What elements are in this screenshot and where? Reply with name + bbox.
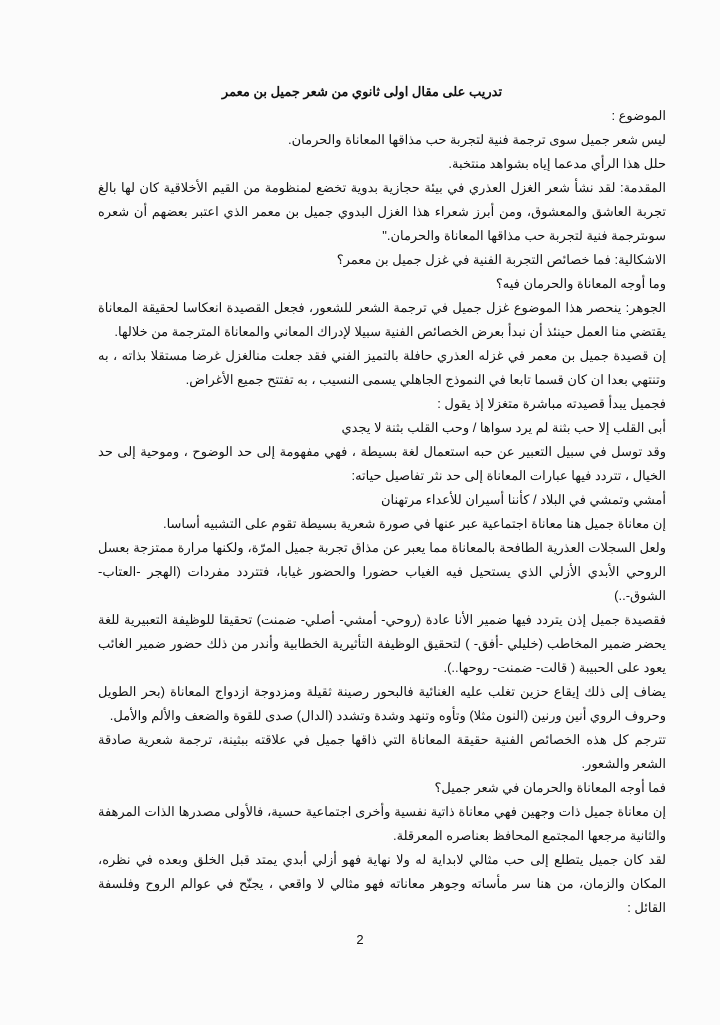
text-line: ليس شعر جميل سوى ترجمة فنية لتجربة حب مذاقها المعاناة والحرمان. <box>288 132 666 147</box>
text-line: إن معاناة جميل ذات وجهين فهي معاناة ذاتية نفسية وأخرى اجتماعية حسية، فالأولى مصدرها الذات المرهفة <box>98 804 666 819</box>
text-line: الجوهر: ينحصر هذا الموضوع غزل جميل في ترجمة الشعر للشعور، فجعل القصيدة انعكاسا لحقيقة المعاناة <box>98 300 666 315</box>
text-line: فجميل يبدأ قصيدته مباشرة متغزلا إذ يقول : <box>437 396 666 411</box>
text-line: يضاف إلى ذلك إيقاع حزين تغلب عليه الغنائية فالبحور رصينة ثقيلة ومزدوجة ازدواج المعاناة (بحر الطويل <box>98 684 666 699</box>
text-line: يعود على الحبيبة ( قالت- ضمنت- روحها..). <box>443 660 666 675</box>
text-line: تترجم كل هذه الخصائص الفنية حقيقة المعاناة التي ذاقها جميل في علاقته ببثينة، ترجمة شعرية صادقة <box>98 732 666 747</box>
text-line: سوىترجمة فنية لتجربة حب مذاقها المعاناة والحرمان." <box>382 228 666 243</box>
text-line: إن معاناة جميل هنا معاناة اجتماعية عبر عنها في صورة شعرية بسيطة تقوم على التشبيه أساسا. <box>162 516 666 531</box>
text-line: المقدمة: لقد نشأ شعر الغزل العذري في بيئة حجازية بدوية تخضع لمنظومة من القيم الأخلاقية كان لها بالغ <box>98 180 666 195</box>
text-line: الشوق-..) <box>614 588 666 603</box>
text-line: أمشي وتمشي في البلاد / كأننا أسيران للأعداء مرتهنان <box>380 492 666 507</box>
text-line: وما أوجه المعاناة والحرمان فيه؟ <box>495 276 666 291</box>
text-line: فقصيدة جميل إذن يتردد فيها ضمير الأنا عادة (روحي- أمشي- أصلي- ضمنت) تحقيقا للوظيفة التعبيرية للغة <box>98 612 666 627</box>
text-line: الشعر والشعور. <box>581 756 666 771</box>
text-line: الروحي الأبدي الأزلي الذي يستحيل فيه الغياب حضورا والحضور غيابا، فتتردد مفردات (الهجر -العتاب- <box>98 564 666 579</box>
text-line: القائل : <box>627 900 666 915</box>
text-line: الخيال ، تتردد فيها عبارات المعاناة إلى حد نثر تفاصيل حياته: <box>351 468 666 483</box>
text-line: الموضوع : <box>611 108 666 123</box>
text-line: وحروف الروي أنين ورنين (النون مثلا) وتأوه وتنهد وشدة وتشدد (الدال) صدى للقوة والضعف والألم والأمل. <box>109 708 666 723</box>
text-line: وتنتهي بعدا ان كان قسما تابعا في النموذج الجاهلي يسمى النسيب ، به تفتتح جميع الأغراض. <box>185 372 666 387</box>
text-line: المكان والزمان، من هنا سر مأساته وجوهر معاناته فهو مثالي لا واقعي ، يجنّح في عوالم الروح وفلسفة <box>98 876 666 891</box>
text-line: تجربة العاشق والمعشوق، ومن أبرز شعراء هذا الغزل البدوي جميل بن معمر الذي اعتبر بعضهم أن شعره <box>98 204 666 219</box>
document-title: تدريب على مقال اولى ثانوي من شعر جميل بن معمر <box>221 84 503 99</box>
text-line: وقد توسل في سبيل التعبير عن حبه استعمال لغة بسيطة ، فهي مفهومة إلى حد الوضوح ، وموحية إلى حد <box>98 444 666 459</box>
text-line: يحضر ضمير المخاطب (خليلي -أفق- ) لتحقيق الوظيفة التأثيرية الخطابية وأندر من ذلك حضور ضمير الغائب <box>98 636 666 651</box>
document-body <box>98 104 666 920</box>
text-line: ولعل السجلات العذرية الطافحة بالمعاناة مما يعبر عن مذاق تجربة جميل المرّة، ولكنها مرارة ممتزجة بعسل <box>98 540 666 555</box>
page-number: 2 <box>356 932 364 947</box>
text-line: حلل هذا الرأي مدعما إياه بشواهد منتخبة. <box>448 156 666 171</box>
document-page <box>98 80 666 920</box>
text-line: يقتضي منا العمل حينئذ أن نبدأ بعرض الخصائص الفنية سبيلا لإدراك المعاني والمعاناة المترجمة من خلالها. <box>114 324 666 339</box>
text-line: أبى القلب إلا حب بثنة لم يرد سواها / وحب القلب بثنة لا يجدي <box>341 420 666 435</box>
text-line: الاشكالية: فما خصائص التجربة الفنية في غزل جميل بن معمر؟ <box>336 252 666 267</box>
text-line: والثانية مرجعها المجتمع المحافظ بعناصره المعرقلة. <box>393 828 666 843</box>
text-line: لقد كان جميل يتطلع إلى حب مثالي لابداية له ولا نهاية فهو أزلي أبدي يمتد قبل الخلق وبعده في نظره، <box>98 852 666 867</box>
text-line: فما أوجه المعاناة والحرمان في شعر جميل؟ <box>434 780 666 795</box>
text-line: إن قصيدة جميل بن معمر في غزله العذري حافلة بالتميز الفني فقد جعلت منالغزل غرضا مستقلا بذاته ، به <box>98 348 666 363</box>
